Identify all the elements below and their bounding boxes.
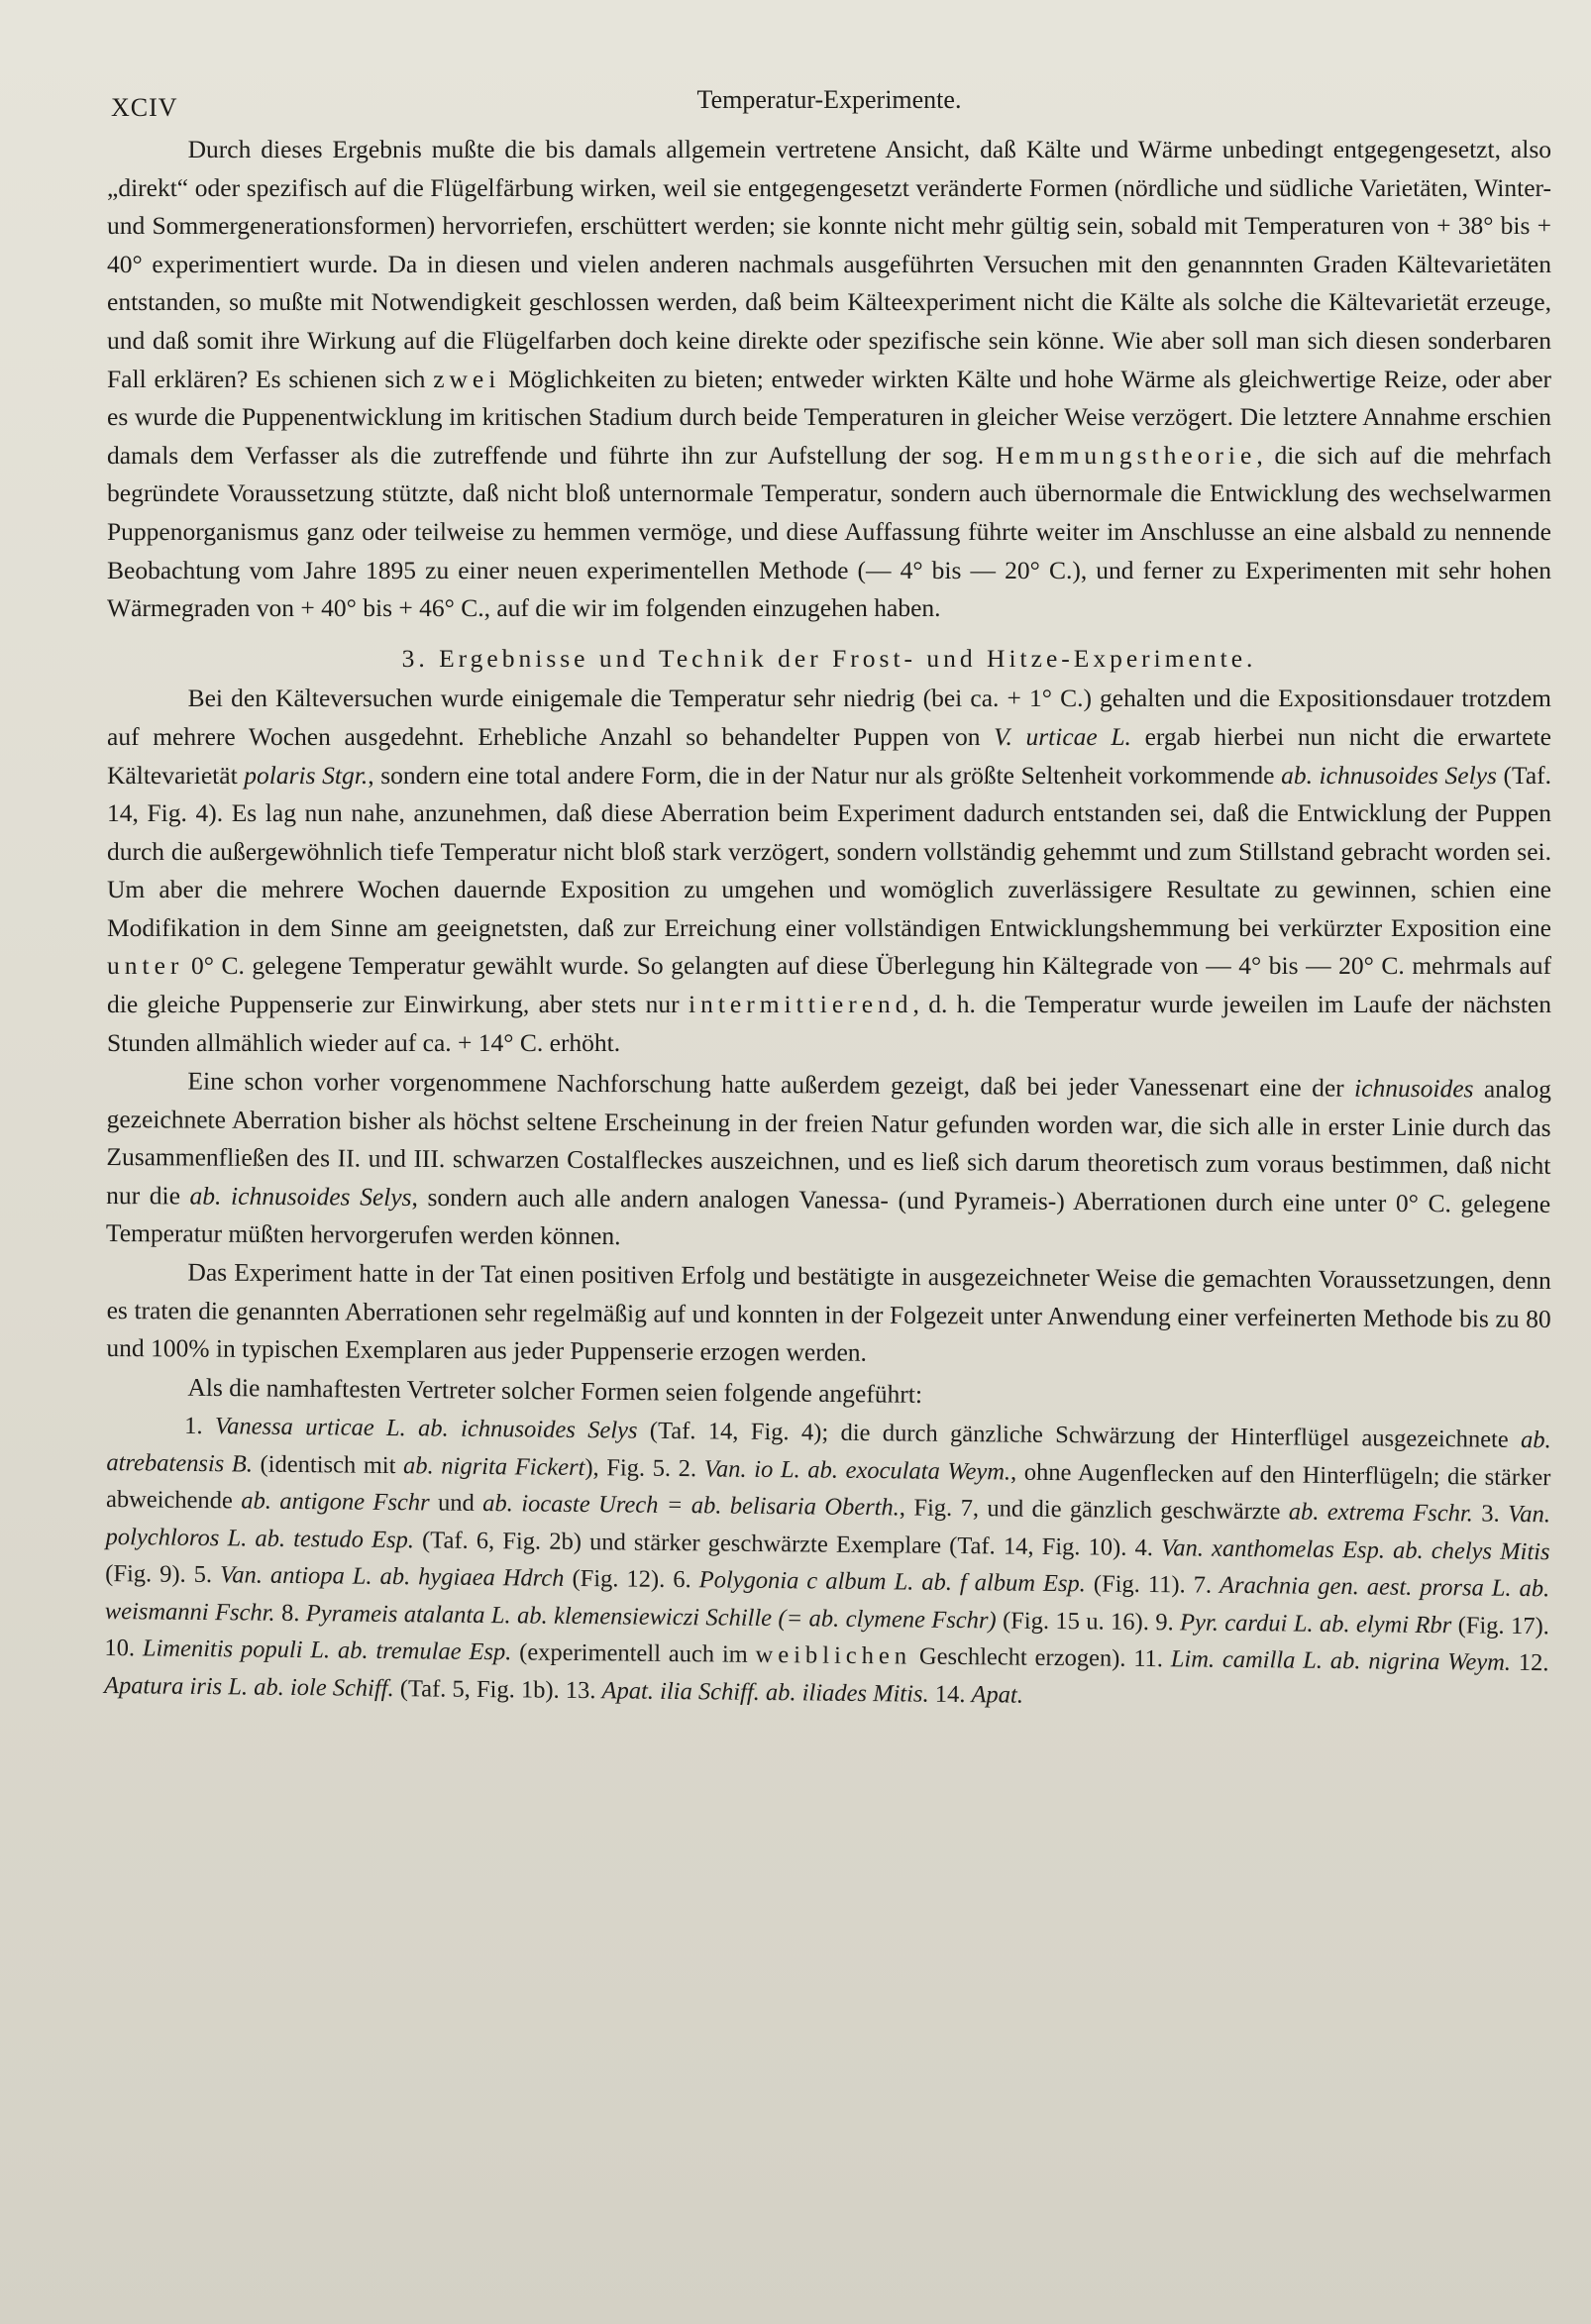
page-number: XCIV [111, 93, 178, 122]
section-heading: 3. Ergebnisse und Technik der Frost- und Hitze-Experimente. [401, 643, 1257, 673]
paragraph-5: Als die namhaftesten Vertreter solcher Formen seien folgende angeführt: [187, 1372, 923, 1409]
page-header [107, 81, 1551, 129]
paragraph-3: Eine schon vorher vorgenommene Nachforschung hatte außerdem gezeigt, daß bei jeder Vanessenart eine der ichnusoides analog gezeichnete Aberration bisher als höchst seltene Erscheinung in der freien Natur gefunden worden war, die sich alle in erster Linie durch das Zusammenfließen des II. und III. schwarzen Costalfleckes auszeichnen, und es ließ sich darum theoretisch zum voraus bestimmen, daß nicht nur die ab. ichnusoides Selys, sondern auch alle andern analogen Vanessa- (und Pyrameis-) Aberrationen durch eine unter 0° C. gelegene Temperatur müßten hervorgerufen werden können. [105, 1066, 1551, 1251]
paragraph-6-species-list: 1. Vanessa urticae L. ab. ichnusoides Selys (Taf. 14, Fig. 4); die durch gänzliche Schwärzung der Hinterflügel ausgezeichnete ab. atrebatensis B. (identisch mit ab. nigrita Fickert), Fig. 5. 2. Van. io L. ab. exoculata Weym., ohne Augenflecken auf den Hinterflügeln; die stärker abweichende ab. antigone Fschr und ab. iocaste Urech = ab. belisaria Oberth., Fig. 7, und die gänzlich geschwärzte ab. extrema Fschr. 3. Van. polychloros L. ab. testudo Esp. (Taf. 6, Fig. 2b) und stärker geschwärzte Exemplare (Taf. 14, Fig. 10). 4. Van. xanthomelas Esp. ab. chelys Mitis (Fig. 9). 5. Van. antiopa L. ab. hygiaea Hdrch (Fig. 12). 6. Polygonia c album L. ab. f album Esp. (Fig. 11). 7. Arachnia gen. aest. prorsa L. ab. weismanni Fschr. 8. Pyrameis atalanta L. ab. klemensiewiczi Schille (= ab. clymene Fschr) (Fig. 15 u. 16). 9. Pyr. cardui L. ab. elymi Rbr (Fig. 17). 10. Limenitis populi L. ab. tremulae Esp. (experimentell auch im weiblichen Geschlecht erzogen). 11. Lim. camilla L. ab. nigrina Weym. 12. Apatura iris L. ab. iole Schiff. (Taf. 5, Fig. 1b). 13. Apat. ilia Schiff. ab. iliades Mitis. 14. Apat. [103, 1412, 1551, 1708]
running-title: Temperatur-Experimente. [696, 85, 962, 114]
paragraph-4: Das Experiment hatte in der Tat einen positiven Erfolg und bestätigte in ausgezeichneter Weise die gemachten Voraussetzungen, denn es traten die genannten Aberrationen sehr regelmäßig auf und konnten in der Folgezeit unter Anwendung einer verfeinerten Methode bis zu 80 und 100% in typischen Exemplaren aus jeder Puppenserie erzogen werden. [106, 1257, 1551, 1368]
paragraph-1: Durch dieses Ergebnis mußte die bis damals allgemein vertretene Ansicht, daß Kälte und Wärme unbedingt entgegengesetzt, also „direkt“ oder spezifisch auf die Flügelfärbung wirken, weil sie entgegengesetzt veränderte Formen (nördliche und südliche Varietäten, Winter- und Sommergenerationsformen) hervorriefen, erschüttert werden; sie konnte nicht mehr gültig sein, sobald mit Temperaturen von + 38° bis + 40° experimentiert wurde. Da in diesen und vielen anderen nachmals ausgeführten Versuchen mit den genannnten Graden Kältevarietäten entstanden, so mußte mit Notwendigkeit geschlossen werden, daß beim Kälteexperiment nicht die Kälte als solche die Kältevarietät erzeuge, und daß somit ihre Wirkung auf die Flügelfarben doch keine direkte oder spezifische sein könne. Wie aber soll man sich diesen sonderbaren Fall erklären? Es schienen sich zwei Möglichkeiten zu bieten; entweder wirkten Kälte und hohe Wärme als gleichwertige Reize, oder aber es wurde die Puppenentwicklung im kritischen Stadium durch beide Temperaturen in gleicher Weise verzögert. Die letztere Annahme erschien damals dem Verfasser als die zutreffende und führte ihn zur Aufstellung der sog. Hemmungstheorie, die sich auf die mehrfach begründete Voraussetzung stützte, daß nicht bloß unternormale Temperatur, sondern auch übernormale die Entwicklung des wechselwarmen Puppenorganismus ganz oder teilweise zu hemmen vermöge, und diese Auffassung führte weiter im Anschlusse an eine alsbald zu nennende Beobachtung vom Jahre 1895 zu einer neuen experimentellen Methode (— 4° bis — 20° C.), und ferner zu Experimenten mit sehr hohen Wärmegraden von + 40° bis + 46° C., auf die wir im folgenden einzugehen haben. [107, 135, 1551, 623]
paragraph-2: Bei den Kälteversuchen wurde einigemale die Temperatur sehr niedrig (bei ca. + 1° C.) gehalten und die Expositionsdauer trotzdem auf mehrere Wochen ausgedehnt. Erhebliche Anzahl so behandelter Puppen von V. urticae L. ergab hierbei nun nicht die erwartete Kältevarietät polaris Stgr., sondern eine total andere Form, die in der Natur nur als größte Seltenheit vorkommende ab. ichnusoides Selys (Taf. 14, Fig. 4). Es lag nun nahe, anzunehmen, daß diese Aberration beim Experiment dadurch entstanden sei, daß die Entwicklung der Puppen durch die außergewöhnlich tiefe Temperatur nicht bloß stark verzögert, sondern vollständig gehemmt und zum Stillstand gebracht worden sei. Um aber die mehrere Wochen dauernde Exposition zu umgehen und womöglich zuverlässigere Resultate zu gewinnen, schien eine Modifikation in dem Sinne am geeignetsten, daß zur Erreichung einer vollständigen Entwicklungshemmung bei verkürzter Exposition eine unter 0° C. gelegene Temperatur gewählt wurde. So gelangten auf diese Überlegung hin Kältegrade von — 4° bis — 20° C. mehrmals auf die gleiche Puppenserie zur Einwirkung, aber stets nur intermittierend, d. h. die Temperatur wurde jeweilen im Laufe der nächsten Stunden allmählich wieder auf ca. + 14° C. erhöht. [107, 684, 1552, 1057]
page-content [103, 81, 1552, 1708]
